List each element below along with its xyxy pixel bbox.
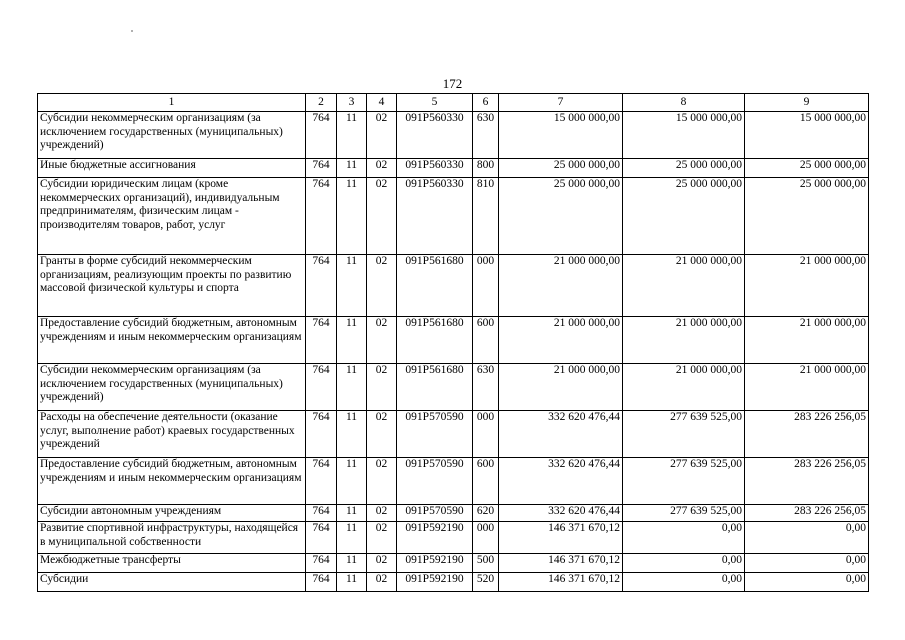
row-name: Субсидии некоммерческим организациям (за исключением государственных (муниципальных) учреждений): [38, 112, 306, 159]
row-code-3: 11: [337, 522, 367, 554]
page-number: 172: [442, 76, 463, 91]
row-code-2: 764: [306, 255, 337, 317]
row-code-5: 091P560330: [397, 178, 473, 255]
row-amount-8: 0,00: [623, 554, 745, 573]
row-code-3: 11: [337, 554, 367, 573]
row-code-6: 000: [473, 255, 499, 317]
row-amount-9: 0,00: [745, 573, 869, 592]
row-code-2: 764: [306, 178, 337, 255]
table-row: [38, 178, 869, 255]
budget-table: [37, 93, 869, 592]
row-code-3: 11: [337, 159, 367, 178]
table-row: [38, 411, 869, 458]
row-code-5: 091P570590: [397, 411, 473, 458]
row-code-4: 02: [367, 178, 397, 255]
row-amount-8: 277 639 525,00: [623, 458, 745, 505]
row-code-5: 091P570590: [397, 505, 473, 522]
row-name: Иные бюджетные ассигнования: [38, 159, 306, 178]
row-amount-9: 25 000 000,00: [745, 178, 869, 255]
column-header: 6: [473, 94, 499, 112]
row-amount-9: 0,00: [745, 522, 869, 554]
row-amount-8: 15 000 000,00: [623, 112, 745, 159]
row-code-6: 630: [473, 112, 499, 159]
table-row: [38, 317, 869, 364]
column-header: 5: [397, 94, 473, 112]
row-code-4: 02: [367, 458, 397, 505]
row-code-2: 764: [306, 458, 337, 505]
row-code-3: 11: [337, 411, 367, 458]
row-code-2: 764: [306, 364, 337, 411]
column-header: 3: [337, 94, 367, 112]
row-code-6: 630: [473, 364, 499, 411]
row-amount-9: 21 000 000,00: [745, 364, 869, 411]
row-amount-7: 332 620 476,44: [499, 505, 623, 522]
row-code-2: 764: [306, 522, 337, 554]
row-code-6: 000: [473, 522, 499, 554]
row-name: Субсидии: [38, 573, 306, 592]
row-amount-7: 332 620 476,44: [499, 411, 623, 458]
table-row: [38, 159, 869, 178]
row-code-4: 02: [367, 159, 397, 178]
row-code-6: 800: [473, 159, 499, 178]
table-row: [38, 255, 869, 317]
row-code-4: 02: [367, 112, 397, 159]
header-row: [38, 94, 869, 112]
row-code-3: 11: [337, 458, 367, 505]
row-code-6: 810: [473, 178, 499, 255]
row-code-4: 02: [367, 364, 397, 411]
table-row: [38, 573, 869, 592]
row-code-3: 11: [337, 255, 367, 317]
row-name: Межбюджетные трансферты: [38, 554, 306, 573]
row-name: Субсидии автономным учреждениям: [38, 505, 306, 522]
row-amount-7: 146 371 670,12: [499, 573, 623, 592]
row-code-3: 11: [337, 573, 367, 592]
row-code-6: 620: [473, 505, 499, 522]
row-amount-7: 332 620 476,44: [499, 458, 623, 505]
row-code-5: 091P560330: [397, 159, 473, 178]
row-code-3: 11: [337, 178, 367, 255]
row-code-3: 11: [337, 112, 367, 159]
row-code-2: 764: [306, 505, 337, 522]
column-header: 8: [623, 94, 745, 112]
row-code-4: 02: [367, 317, 397, 364]
table-row: [38, 364, 869, 411]
row-code-4: 02: [367, 522, 397, 554]
row-name: Субсидии некоммерческим организациям (за исключением государственных (муниципальных) учреждений): [38, 364, 306, 411]
row-code-2: 764: [306, 554, 337, 573]
row-code-4: 02: [367, 411, 397, 458]
row-amount-7: 21 000 000,00: [499, 317, 623, 364]
table-row: [38, 505, 869, 522]
row-name: Предоставление субсидий бюджетным, автономным учреждениям и иным некоммерческим организациям: [38, 317, 306, 364]
row-code-2: 764: [306, 159, 337, 178]
row-code-5: 091P561680: [397, 255, 473, 317]
row-amount-8: 21 000 000,00: [623, 255, 745, 317]
row-amount-7: 21 000 000,00: [499, 364, 623, 411]
row-amount-9: 25 000 000,00: [745, 159, 869, 178]
row-code-6: 600: [473, 317, 499, 364]
row-amount-9: 283 226 256,05: [745, 505, 869, 522]
row-amount-8: 21 000 000,00: [623, 317, 745, 364]
row-code-5: 091P570590: [397, 458, 473, 505]
table-body: [38, 112, 869, 592]
row-amount-8: 25 000 000,00: [623, 178, 745, 255]
row-amount-7: 146 371 670,12: [499, 522, 623, 554]
table-row: [38, 458, 869, 505]
row-amount-9: 283 226 256,05: [745, 411, 869, 458]
row-code-5: 091P560330: [397, 112, 473, 159]
table-row: [38, 112, 869, 159]
row-amount-7: 21 000 000,00: [499, 255, 623, 317]
row-code-4: 02: [367, 573, 397, 592]
row-name: Предоставление субсидий бюджетным, автономным учреждениям и иным некоммерческим организациям: [38, 458, 306, 505]
row-amount-8: 277 639 525,00: [623, 505, 745, 522]
row-amount-7: 25 000 000,00: [499, 178, 623, 255]
row-amount-9: 283 226 256,05: [745, 458, 869, 505]
column-header: 2: [306, 94, 337, 112]
table-row: [38, 554, 869, 573]
row-amount-9: 15 000 000,00: [745, 112, 869, 159]
row-name: Расходы на обеспечение деятельности (оказание услуг, выполнение работ) краевых государственных учреждений: [38, 411, 306, 458]
row-amount-7: 25 000 000,00: [499, 159, 623, 178]
row-amount-8: 0,00: [623, 522, 745, 554]
row-code-6: 600: [473, 458, 499, 505]
row-code-4: 02: [367, 554, 397, 573]
row-code-3: 11: [337, 505, 367, 522]
row-code-5: 091P561680: [397, 317, 473, 364]
row-code-5: 091P592190: [397, 573, 473, 592]
column-header: 7: [499, 94, 623, 112]
row-name: Развитие спортивной инфраструктуры, находящейся в муниципальной собственности: [38, 522, 306, 554]
row-code-2: 764: [306, 411, 337, 458]
row-amount-8: 25 000 000,00: [623, 159, 745, 178]
row-code-2: 764: [306, 573, 337, 592]
column-header: 4: [367, 94, 397, 112]
row-amount-8: 0,00: [623, 573, 745, 592]
row-code-5: 091P561680: [397, 364, 473, 411]
row-amount-8: 277 639 525,00: [623, 411, 745, 458]
row-code-5: 091P592190: [397, 554, 473, 573]
row-amount-9: 21 000 000,00: [745, 255, 869, 317]
row-code-6: 500: [473, 554, 499, 573]
row-amount-9: 21 000 000,00: [745, 317, 869, 364]
row-code-5: 091P592190: [397, 522, 473, 554]
row-amount-7: 146 371 670,12: [499, 554, 623, 573]
row-amount-7: 15 000 000,00: [499, 112, 623, 159]
column-header: 9: [745, 94, 869, 112]
column-header: 1: [38, 94, 306, 112]
row-code-2: 764: [306, 112, 337, 159]
row-name: Гранты в форме субсидий некоммерческим организациям, реализующим проекты по развитию массовой физической культуры и спорта: [38, 255, 306, 317]
scan-speck: [131, 30, 133, 32]
row-code-2: 764: [306, 317, 337, 364]
row-amount-8: 21 000 000,00: [623, 364, 745, 411]
row-amount-9: 0,00: [745, 554, 869, 573]
row-code-3: 11: [337, 364, 367, 411]
table-row: [38, 522, 869, 554]
row-code-6: 000: [473, 411, 499, 458]
row-code-6: 520: [473, 573, 499, 592]
row-code-4: 02: [367, 505, 397, 522]
row-name: Субсидии юридическим лицам (кроме некоммерческих организаций), индивидуальным предпринимателям, физическим лицам - производителям товаров, работ, услуг: [38, 178, 306, 255]
row-code-4: 02: [367, 255, 397, 317]
row-code-3: 11: [337, 317, 367, 364]
